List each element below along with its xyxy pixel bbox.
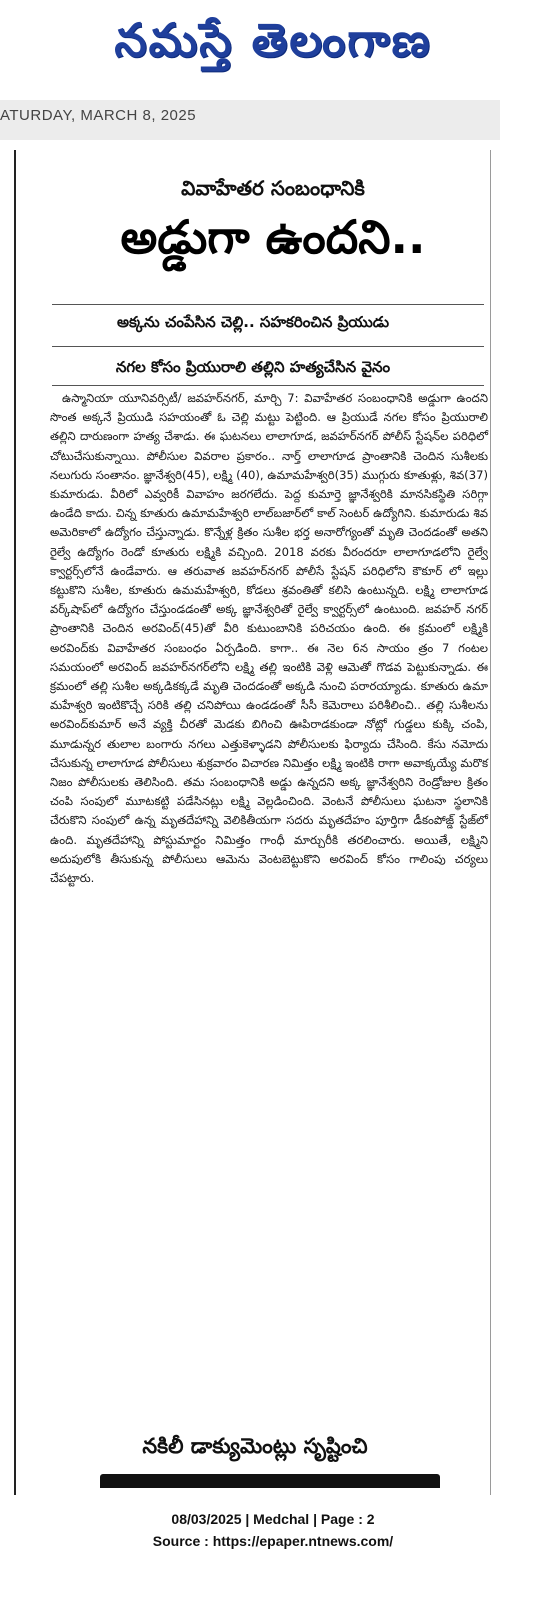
column-rule-right [490,150,491,1495]
cropped-headline-fragment [100,1474,440,1488]
masthead [0,0,546,92]
dateline: ATURDAY, MARCH 8, 2025 [0,100,500,140]
newspaper-title: నమస్తే తెలంగాణ [114,13,432,67]
source-line: Source : https://epaper.ntnews.com/ [152,1533,394,1549]
article-kicker: వివాహేతర సంబంధానికి [181,176,365,200]
article-body: ఉస్మానియా యూనివర్సిటీ/ జవహర్‌నగర్, మార్చి 7: వివాహేతర సంబంధానికి అడ్డుగా ఉందని సొంత అక్కనే ప్రియుడి సహయంతో ఓ చెల్లి మట్టు పెట్టింది. ఆ ప్రియుడే నగల కోసం ప్రియురాలి తల్లిని దారుణంగా హత్య చేశాడు. ఈ ఘటనలు లాలాగూడ, జవహర్‌నగర్ పోలీస్ స్టేషన్‌ల పరిధిలో చోటుచేసుకున్నాయి. పోలీసుల వివరాల ప్రకారం.. నార్త్ లాలాగూడ ప్రాంతానికి చెందిన సుశీలకు నలుగురు సంతానం. జ్ఞానేశ్వరి(45), లక్ష్మి (40), ఉమామహేశ్వరి(35) ముగ్గురు కూతుళ్లు, శివ(37) కుమారుడు. వీరిలో ఎవ్వరికీ వివాహం జరగలేదు. పెద్ద కుమార్తె జ్ఞానేశ్వరికి మానసికస్థితి సరిగ్గా ఉండేది కాదు. చిన్న కూతురు ఉమామహేశ్వరి లాల్‌బజార్‌లో కాల్ సెంటర్ ఉద్యోగిని. కుమారుడు శివ అమెరికాలో ఉద్యోగం చేస్తున్నాడు. కొన్నేళ్ల క్రితం సుశీల భర్త అనారోగ్యంతో మృతి చెందడంతో అతని రైల్వే ఉద్యోగం రెండో కూతురు లక్ష్మికి వచ్చింది. 2018 వరకు వీరందరూ లాలాగూడలోని రైల్వే క్వార్టర్స్‌లోనే ఉండేవారు. ఆ తరువాత జవహర్‌నగర్ పోలీసే స్టేషన్ పరిధిలోని కౌకూర్ లో ఇల్లు కట్టుకొని సుశీల, కూతురు ఉమమహేశ్వరి, కోడలు శ్రవంతితో కలిసి ఉంటున్నది. లక్ష్మి లాలాగూడ వర్క్‌షాప్‌లో ఉద్యోగం చేస్తుండడంతో అక్క జ్ఞానేశ్వరితో రైల్వే క్వార్టర్స్‌లో ఉంటుంది. జవహర్ నగర్ ప్రాంతానికి చెందిన అరవింద్(45)తో వీరి కుటుంబానికి పరిచయం ఉంది. ఈ క్రమంలో లక్ష్మికి అరవింద్‌కు వివాహేతర సంబంధం ఏర్పడింది. కాగా.. ఈ నెల 6న సాయం త్రం 7 గంటల సమయంలో అరవింద్ జవహర్‌నగర్‌లోని లక్ష్మి తల్లి ఇంటికి వెళ్లి ఆమెతో గొడవ పెట్టుకున్నాడు. ఈ క్రమంలో తల్లి సుశీల అక్కడికక్కడే మృతి చెందడంతో అక్కడి నుంచి పరారయ్యాడు. కూతురు ఉమా మహేశ్వరి ఇంటికొచ్చే సరికి తల్లి చనిపోయి ఉండడంతో సీసీ కెమెరాలు పరిశీలించి.. తల్లి సుశీలను అరవింద్‌కుమార్ అనే వ్యక్తి చీరతో మెడకు బిగించి ఊపిరాడకుండా నోట్లో గుడ్డలు కుక్కి చంపి, మూడున్నర తులాల బంగారు నగలు ఎత్తుకెళ్ళాడని పోలీసులకు ఫిర్యాదు చేసింది. కేసు నమోదు చేసుకున్న లాలాగూడ పోలీసులు శుక్రవారం విచారణ నిమిత్తం లక్ష్మి ఇంటికి రాగా అవాక్కయ్యే మరొక నిజం పోలీసులకు తెలిసింది. తమ సంబంధానికి అడ్డు ఉన్నదని అక్క జ్ఞానేశ్వరిని రెండ్రోజుల క్రితం చంపి సంపులో మూటకట్టి పడేసినట్లు లక్ష్మి వెల్లడించింది. వెంటనే పోలీసులు ఘటనా స్థలానికి చేరుకొని సంపులో ఉన్న మృతదేహాన్ని వెలికితీయగా సదరు మృతదేహం పూర్తిగా డీకంపోజ్డ్ స్టేజ్‌లో ఉంది. మృతదేహాన్ని పోస్టుమార్టం నిమిత్తం గాంధీ మార్చురీకి తరలించారు. అయితే, లక్ష్మిని అదుపులోకి తీసుకున్న పోలీసులు ఆమెను వెంటబెట్టుకొని అరవింద్ కోసం గాలింపు చర్యలు చేపట్టారు. [50,391,488,886]
deck-divider-bottom [52,385,484,386]
column-rule-left [14,150,16,1495]
deck-divider-middle [52,346,484,347]
page-footer [0,1508,546,1552]
article-headline: అడ్డుగా ఉందని.. [120,210,426,264]
deck-divider-top [52,304,484,305]
article-subheadline-2: నగల కోసం ప్రియురాలి తల్లిని హత్యచేసిన వైనం [115,358,391,376]
next-article-headline: నకిలీ డాక్యుమెంట్లు సృష్టించి [142,1434,368,1458]
edition-info: 08/03/2025 | Medchal | Page : 2 [171,1511,375,1527]
article-subheadline-1: అక్కను చంపేసిన చెల్లి.. సహకరించిన ప్రియుడు [116,313,390,331]
